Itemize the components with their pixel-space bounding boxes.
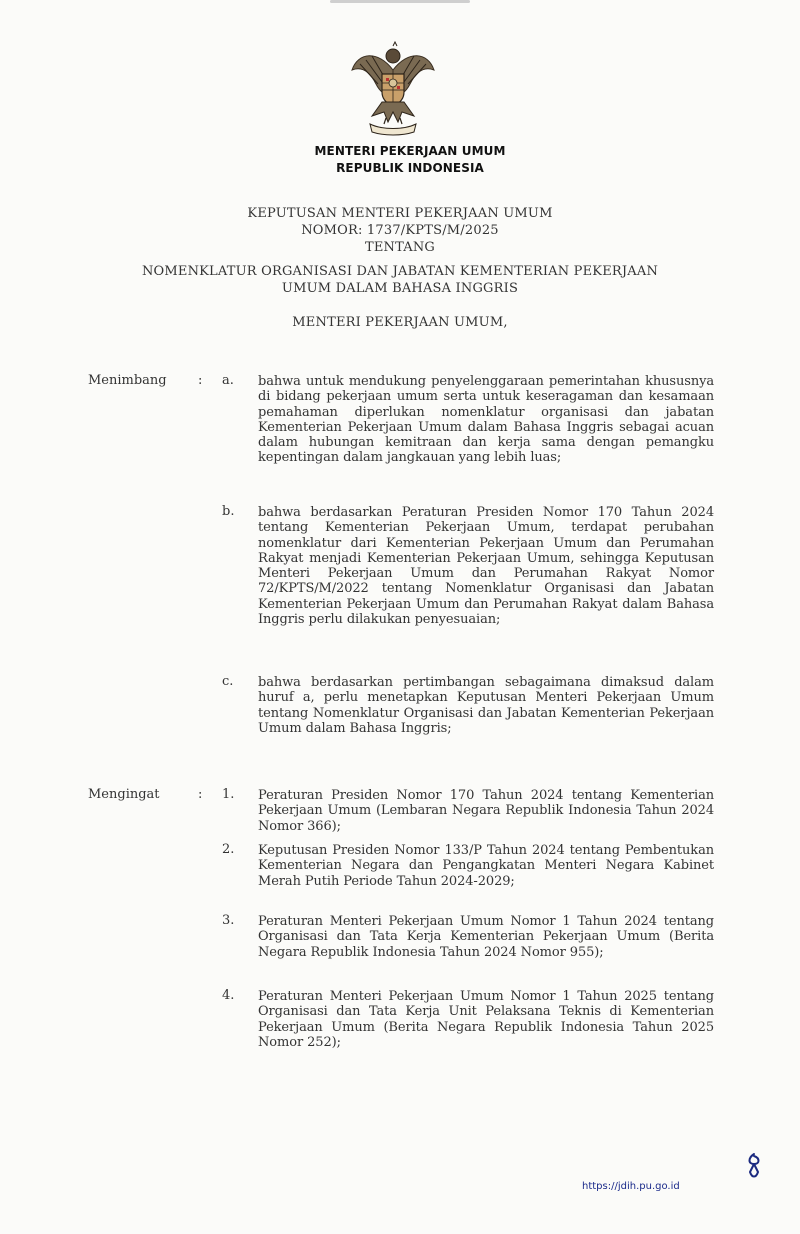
decree-title: KEPUTUSAN MENTERI PEKERJAAN UMUM xyxy=(247,206,553,221)
list-marker: 4. xyxy=(222,988,235,1003)
consideration-item: bahwa berdasarkan pertimbangan sebagaimana dimaksud dalam huruf a, perlu menetapkan Keputusan Menteri Pekerjaan Umum tentang Nomenklatur Organisasi dan Jabatan Kementerian Pekerjaan Umum dalam Bahasa Inggris; xyxy=(258,675,714,736)
list-marker: b. xyxy=(222,504,235,519)
decree-issuer: MENTERI PEKERJAAN UMUM, xyxy=(292,315,508,330)
consideration-item: bahwa berdasarkan Peraturan Presiden Nomor 170 Tahun 2024 tentang Kementerian Pekerjaan Umum, terdapat perubahan nomenklatur dari Kementerian Pekerjaan Umum dan Perumahan Rakyat menjadi Kementerian Pekerjaan Umum, sehingga Keputusan Menteri Pekerjaan Umum dan Perumahan Rakyat Nomor 72/KPTS/M/2022 tentang Nomenklatur Organisasi dan Jabatan Kementerian Pekerjaan Umum dan Perumahan Rakyat dalam Bahasa Inggris perlu dilakukan penyesuaian; xyxy=(258,505,714,628)
decree-subject-line2: UMUM DALAM BAHASA INGGRIS xyxy=(281,281,519,296)
list-marker: 3. xyxy=(222,913,235,928)
section-colon: : xyxy=(198,373,203,388)
list-marker: 2. xyxy=(222,842,235,857)
scan-edge xyxy=(330,0,470,3)
legal-basis-item: Peraturan Presiden Nomor 170 Tahun 2024 tentang Kementerian Pekerjaan Umum (Lembaran Negara Republik Indonesia Tahun 2024 Nomor 366); xyxy=(258,788,714,834)
consideration-item: bahwa untuk mendukung penyelenggaraan pemerintahan khususnya di bidang pekerjaan umum serta untuk keseragaman dan kesamaan pemahaman diperlukan nomenklatur organisasi dan jabatan Kementerian Pekerjaan Umum dalam Bahasa Inggris sebagai acuan dalam hubungan kemitraan dan kerja sama dengan pemangku kepentingan dalam jangkauan yang lebih luas; xyxy=(258,374,714,466)
list-marker: 1. xyxy=(222,787,235,802)
issuer-country: REPUBLIK INDONESIA xyxy=(336,161,484,175)
list-marker: a. xyxy=(222,373,234,388)
legal-basis-item: Peraturan Menteri Pekerjaan Umum Nomor 1 Tahun 2024 tentang Organisasi dan Tata Kerja Kementerian Pekerjaan Umum (Berita Negara Republik Indonesia Tahun 2024 Nomor 955); xyxy=(258,914,714,960)
issuer-org-name: MENTERI PEKERJAAN UMUM xyxy=(314,144,506,158)
legal-basis-item: Keputusan Presiden Nomor 133/P Tahun 2024 tentang Pembentukan Kementerian Negara dan Pengangkatan Menteri Negara Kabinet Merah Putih Periode Tahun 2024-2029; xyxy=(258,843,714,889)
section-label-menimbang: Menimbang xyxy=(88,373,167,388)
jdih-link[interactable]: https://jdih.pu.go.id xyxy=(582,1181,680,1192)
garuda-emblem-icon xyxy=(348,40,438,136)
paraf-signature-icon xyxy=(744,1152,764,1182)
section-label-mengingat: Mengingat xyxy=(88,787,160,802)
decree-number: NOMOR: 1737/KPTS/M/2025 xyxy=(301,223,499,238)
list-marker: c. xyxy=(222,674,234,689)
legal-basis-item: Peraturan Menteri Pekerjaan Umum Nomor 1 Tahun 2025 tentang Organisasi dan Tata Kerja Unit Pelaksana Teknis di Kementerian Pekerjaan Umum (Berita Negara Republik Indonesia Tahun 2025 Nomor 252); xyxy=(258,989,714,1050)
section-colon: : xyxy=(198,787,203,802)
decree-about: TENTANG xyxy=(364,240,436,255)
decree-subject-line1: NOMENKLATUR ORGANISASI DAN JABATAN KEMENTERIAN PEKERJAAN xyxy=(141,264,659,279)
